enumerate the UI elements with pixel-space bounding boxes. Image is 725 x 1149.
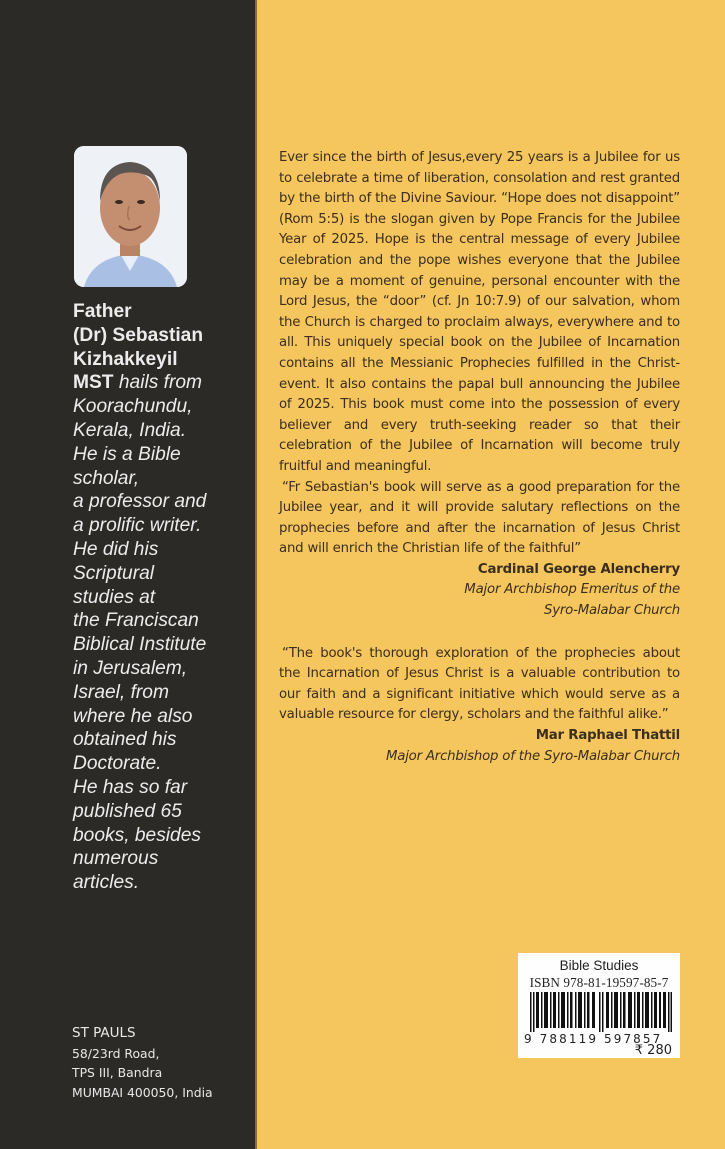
endorsement-attribution bbox=[279, 726, 680, 767]
bio-line: where he also bbox=[73, 705, 193, 727]
publisher-name: ST PAULS bbox=[72, 1025, 136, 1041]
publisher-address-line: TPS III, Bandra bbox=[72, 1065, 163, 1080]
author-bio bbox=[73, 300, 248, 895]
bio-line: Scriptural bbox=[73, 562, 155, 584]
barcode-number: 9 788119 597857 bbox=[524, 1032, 663, 1046]
bio-line: numerous bbox=[73, 848, 159, 870]
bio-line: scholar, bbox=[73, 467, 140, 489]
bio-line: books, besides bbox=[73, 824, 201, 846]
endorsement-quote: “The book's thorough exploration of the prophecies about the Incarnation of Jesus Christ is a valuable contribution to our faith and a significant initiative which would serve as a valuable resource for clergy, scholars and the faithful alike.” bbox=[279, 645, 680, 723]
bio-line: studies at bbox=[73, 586, 156, 608]
author-portrait-image bbox=[74, 146, 187, 287]
bio-line: a professor and bbox=[73, 491, 207, 513]
author-photo bbox=[74, 146, 187, 287]
endorsement-attribution bbox=[279, 560, 680, 622]
author-name-line: Kizhakkeyil bbox=[73, 348, 178, 370]
book-blurb bbox=[279, 148, 680, 767]
bio-line: the Franciscan bbox=[73, 610, 199, 632]
book-category: Bible Studies bbox=[559, 958, 639, 973]
bio-line: Kerala, India. bbox=[73, 419, 187, 441]
endorser-role: Major Archbishop of the Syro-Malabar Church bbox=[385, 748, 680, 764]
bio-line: Koorachundu, bbox=[73, 396, 193, 418]
publisher-address-line: MUMBAI 400050, India bbox=[72, 1084, 213, 1100]
barcode-icon bbox=[530, 992, 672, 1032]
bio-line: Biblical Institute bbox=[73, 634, 207, 656]
isbn-barcode-label bbox=[518, 953, 680, 1058]
bio-line: in Jerusalem, bbox=[73, 657, 188, 679]
endorser-role: Major Archbishop Emeritus of the bbox=[464, 582, 680, 598]
bio-line: He did his bbox=[73, 538, 159, 560]
endorsement-quote: “Fr Sebastian's book will serve as a good preparation for the Jubilee year, and it will provide salutary reflections on the prophecies before and after the incarnation of Jesus Christ and will enrich the Christian life of the faithful” bbox=[279, 479, 680, 557]
publisher-block bbox=[72, 1024, 213, 1102]
back-cover-left-panel bbox=[0, 0, 255, 1149]
endorser-name: Mar Raphael Thattil bbox=[535, 728, 680, 744]
author-name-line: MST bbox=[73, 372, 114, 394]
author-name-line: Father bbox=[73, 301, 132, 322]
bio-line: Doctorate. bbox=[73, 753, 162, 775]
bio-line: He has so far bbox=[73, 776, 188, 798]
author-name-line: (Dr) Sebastian bbox=[73, 324, 204, 346]
endorser-name: Cardinal George Alencherry bbox=[477, 561, 680, 577]
publisher-address-line: 58/23rd Road, bbox=[72, 1045, 160, 1061]
bio-line: published 65 bbox=[73, 800, 182, 822]
bio-line: a prolific writer. bbox=[73, 515, 202, 537]
bio-line: Israel, from bbox=[73, 681, 169, 703]
bio-text: hails from bbox=[113, 372, 203, 394]
bio-line: articles. bbox=[73, 872, 140, 894]
endorser-role: Syro-Malabar Church bbox=[544, 603, 680, 619]
blurb-main: Ever since the birth of Jesus,every 25 years is a Jubilee for us to celebrate a time of liberation, consolation and rest granted by the birth of the Divine Saviour. “Hope does not disappoint” (Rom 5:5) is the slogan given by Pope Francis for the Jubilee Year of 2025. Hope is the central message of every Jubilee celebration and the pope wishes everyone that the Jubilee may be a moment of genuine, personal encounter with the Lord Jesus, the “door” (cf. Jn 10:7.9) of our salvation, whom the Church is charged to proclaim always, everywhere and to all. This uniquely special book on the Jubilee of Incarnation contains all the Messianic Prophecies fulfilled in the Christ-event. It also contains the papal bull announcing the Jubilee of 2025. This book must come into the possession of every believer and every truth-seeking reader so that their celebration of the Jubilee of Incarnation will become truly fruitful and meaningful. bbox=[279, 150, 680, 474]
price-label: ₹ 280 bbox=[634, 1043, 672, 1058]
bio-line: He is a Bible bbox=[73, 443, 181, 465]
bio-line: obtained his bbox=[73, 729, 177, 751]
isbn-text: ISBN 978-81-19597-85-7 bbox=[529, 975, 669, 990]
